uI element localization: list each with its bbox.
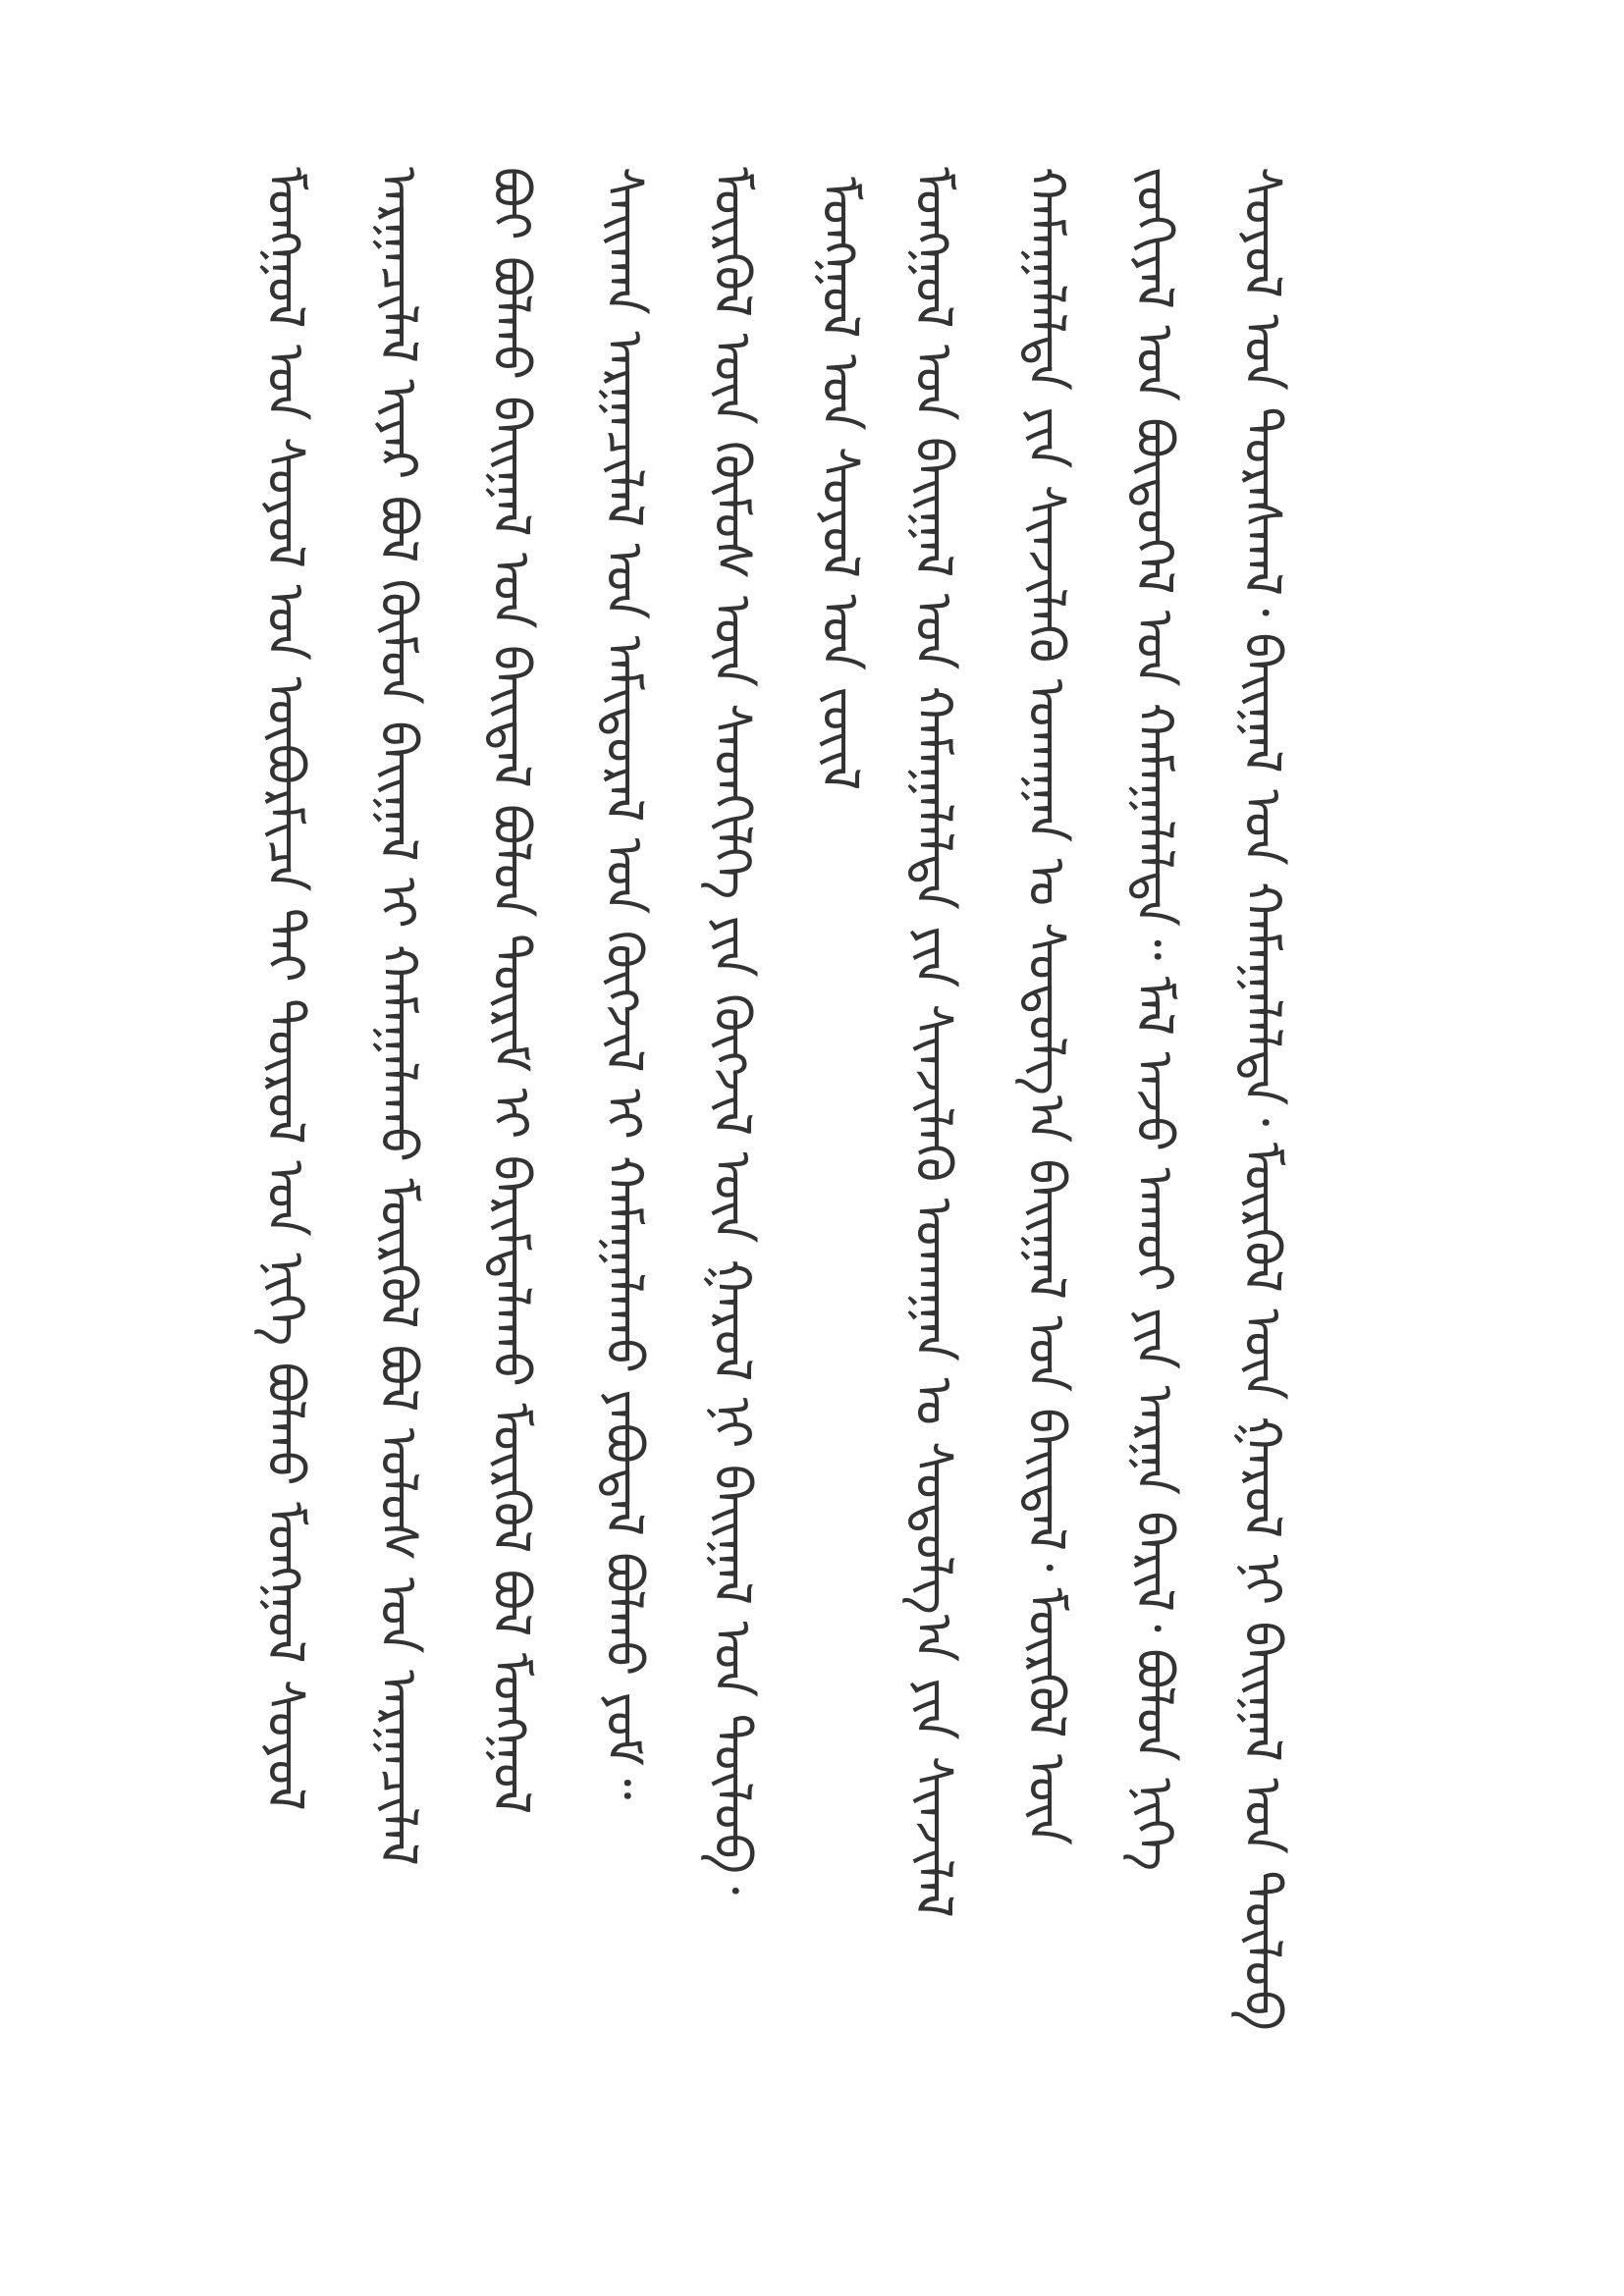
text-column: ᠮᠣᠩᠭᠣᠯ ᠤᠨ ᠰᠣᠶᠣᠯ ᠤᠨ ᠥᠪᠥᠷᠮᠢᠴᠡ ᠲᠡᠢ ᠲᠥᠷᠥᠯ ᠤᠨ ᠨᠢᠭᠡ ᠪᠣᠯᠬᠣ ᠮᠣᠩᠭᠣᠯ ᠰᠣᠶᠣᠯ	[255, 167, 314, 1811]
text-column: ᠮᠣᠩᠭᠣᠯ ᠤᠨ ᠪᠠᠢᠭᠠᠯ ᠤᠨ ᠬᠠᠮᠠᠭᠠᠯᠠᠯᠲᠠ ᠶᠢᠨ ᠰᠢᠨᠵᠢᠯᠡᠬᠦ ᠤᠬᠠᠭᠠᠨ ᠤ ᠰᠣᠳᠤᠯᠭ᠎ᠠ ᠶᠢᠨ ᠰᠢᠨᠵᠢᠯᠡᠯ	[903, 167, 962, 1918]
text-column: ᠮᠣᠩᠭᠣᠯ ᠤᠨ ᠰᠣᠶᠣᠯ ᠤᠨ ᠵᠦᠢᠯ	[810, 177, 869, 791]
text-column: ᠪᠤᠢ ᠪᠤᠯᠬᠤ ᠪᠠᠢᠭᠠᠯ ᠤᠨ ᠪᠠᠢᠳᠠᠯ ᠪᠣᠯᠤᠨ ᠳᠦᠷᠢᠮ ᠢ ᠪᠠᠷᠢᠮᠲᠠᠯᠠᠬᠤ ᠮᠥᠷᠭᠥᠯ ᠪᠣᠯ ᠮᠣᠩᠭᠣᠯ	[481, 167, 540, 1815]
text-column: ᠬᠠᠮᠠᠭᠠᠯᠠᠯᠲᠠ ᠶᠢᠨ ᠰᠢᠨᠵᠢᠯᠡᠬᠦ ᠤᠬᠠᠭᠠᠨ ᠤ ᠰᠣᠳᠤᠯᠭ᠎ᠠ ᠪᠠᠢᠭᠠᠯ ᠤᠨ ᠪᠠᠢᠳᠠᠯ᠂ ᠮᠥᠷᠭᠥᠯ ᠦᠨ	[1016, 167, 1075, 1845]
text-column: ᠰᠣᠶᠣᠯ ᠤᠨ ᠳᠤᠷᠠᠰᠬᠠᠯ᠂ ᠪᠠᠢᠭᠠᠯ ᠤᠨ ᠬᠠᠮᠠᠭᠠᠯᠠᠯᠲᠠ᠂ ᠮᠥᠷᠭᠥᠯ ᠦᠨ ᠭᠠᠷᠤᠯ ᠨᠢ ᠪᠠᠢᠭᠠᠯ ᠤᠨ ᠲᠥᠯᠥᠪ	[1232, 167, 1291, 2031]
text-column: ᠮᠥᠷᠭᠥᠯ ᠦᠨ ᠬᠥᠮᠦᠰ ᠦᠨ ᠰᠡᠳᠬᠢᠯᠭᠡ ᠶᠢᠨ ᠬᠥᠭᠵᠢᠯ ᠦᠨ ᠭᠠᠷᠤᠯ ᠨᠢ ᠪᠠᠢᠭᠠᠯ ᠤᠨ ᠲᠥᠯᠥᠪ᠂	[702, 167, 761, 1895]
text-column: ᠠᠷᠭᠠᠴᠢᠯᠠᠯ ᠢᠶᠠᠷ ᠪᠣᠯ ᠬᠥᠮᠦᠨ ᠪᠠᠢᠭᠠᠯ ᠢ ᠬᠠᠮᠠᠭᠠᠯᠠᠬᠤ ᠮᠥᠷᠭᠥᠯ ᠪᠣᠯ ᠤᠯᠤᠰ ᠤᠨ ᠠᠷᠭᠠᠴᠢᠯᠠᠯ	[368, 167, 427, 1866]
text-column: ᠵᠣᠬᠢᠶᠠᠯ ᠤᠨ ᠪᠦᠲᠦᠭᠡᠯ ᠤᠨ ᠬᠠᠮᠠᠭᠠᠯᠠᠯᠲᠠ᠃ ᠮᠠᠯ ᠠᠵᠤ ᠠᠬᠤᠢ ᠶᠢᠨ ᠠᠷᠭᠠ ᠪᠠᠷᠢᠯ᠂ ᠪᠣᠯᠤᠨ ᠨᠢᠭᠡ	[1124, 167, 1183, 1872]
text-column: ᠰᠠᠢᠬᠠᠨ ᠠᠷᠭᠠᠴᠢᠯᠠᠯ ᠤᠨ ᠠᠮᠢᠳᠤᠷᠠᠯ ᠤᠨ ᠬᠥᠭᠵᠢᠯ ᠢ ᠬᠠᠮᠠᠭᠠᠯᠠᠬᠤ ᠶᠠᠪᠤᠳᠠᠯ ᠪᠣᠯᠬᠤ ᠶᠤᠮ᠃	[594, 167, 653, 1800]
